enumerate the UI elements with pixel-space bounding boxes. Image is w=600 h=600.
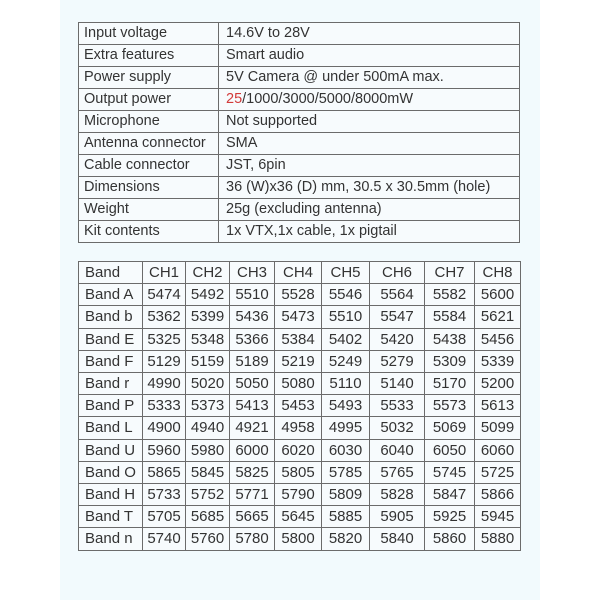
spec-row-kit-contents: [79, 221, 520, 243]
frequency-cell-ch6: 6040: [370, 439, 425, 461]
spec-value: SMA: [219, 133, 520, 155]
band-name-cell: Band A: [79, 284, 143, 306]
frequency-cell-ch3: 5780: [230, 528, 275, 550]
power-values-rest: /1000/3000/5000/8000mW: [242, 91, 414, 107]
spec-label: Power supply: [79, 67, 219, 89]
frequency-cell-ch7: 5309: [425, 350, 475, 372]
frequency-cell-ch5: 5546: [322, 284, 370, 306]
spec-value: 14.6V to 28V: [219, 23, 520, 45]
frequency-cell-ch3: 6000: [230, 439, 275, 461]
frequency-cell-ch8: 5456: [475, 328, 521, 350]
spec-row-power-supply: [79, 67, 520, 89]
spec-row-cable-connector: [79, 155, 520, 177]
frequency-cell-ch7: 5573: [425, 395, 475, 417]
frequency-cell-ch8: 5945: [475, 506, 521, 528]
frequency-cell-ch1: 5325: [143, 328, 186, 350]
frequency-cell-ch5: 4995: [322, 417, 370, 439]
frequency-cell-ch5: 5885: [322, 506, 370, 528]
frequency-cell-ch6: 5140: [370, 373, 425, 395]
frequency-cell-ch4: 5790: [275, 484, 322, 506]
frequency-cell-ch5: 5493: [322, 395, 370, 417]
spec-label: Kit contents: [79, 221, 219, 243]
spec-label: Dimensions: [79, 177, 219, 199]
frequency-cell-ch7: 5582: [425, 284, 475, 306]
header-band: Band: [79, 262, 143, 284]
frequency-cell-ch6: 5547: [370, 306, 425, 328]
band-name-cell: Band P: [79, 395, 143, 417]
band-row: [79, 439, 521, 461]
frequency-cell-ch6: 5032: [370, 417, 425, 439]
spec-label: Cable connector: [79, 155, 219, 177]
frequency-cell-ch7: 5925: [425, 506, 475, 528]
frequency-cell-ch7: 5069: [425, 417, 475, 439]
frequency-cell-ch4: 5453: [275, 395, 322, 417]
band-name-cell: Band E: [79, 328, 143, 350]
band-name-cell: Band b: [79, 306, 143, 328]
band-row: [79, 350, 521, 372]
frequency-cell-ch4: 6020: [275, 439, 322, 461]
band-name-cell: Band U: [79, 439, 143, 461]
frequency-cell-ch6: 5279: [370, 350, 425, 372]
frequency-cell-ch2: 5348: [186, 328, 230, 350]
spec-value: 36 (W)x36 (D) mm, 30.5 x 30.5mm (hole): [219, 177, 520, 199]
frequency-cell-ch5: 5249: [322, 350, 370, 372]
band-row: [79, 417, 521, 439]
frequency-cell-ch2: 4940: [186, 417, 230, 439]
frequency-cell-ch5: 5110: [322, 373, 370, 395]
frequency-cell-ch4: 5645: [275, 506, 322, 528]
frequency-cell-ch1: 5705: [143, 506, 186, 528]
frequency-cell-ch1: 5333: [143, 395, 186, 417]
frequency-cell-ch8: 6060: [475, 439, 521, 461]
frequency-cell-ch4: 5080: [275, 373, 322, 395]
frequency-cell-ch7: 5860: [425, 528, 475, 550]
frequency-cell-ch3: 5189: [230, 350, 275, 372]
frequency-cell-ch3: 5771: [230, 484, 275, 506]
frequency-cell-ch3: 5825: [230, 461, 275, 483]
band-name-cell: Band r: [79, 373, 143, 395]
spec-label: Microphone: [79, 111, 219, 133]
frequency-cell-ch3: 5366: [230, 328, 275, 350]
frequency-cell-ch2: 5399: [186, 306, 230, 328]
spec-label: Extra features: [79, 45, 219, 67]
frequency-cell-ch4: 5473: [275, 306, 322, 328]
frequency-cell-ch6: 5765: [370, 461, 425, 483]
frequency-cell-ch7: 5745: [425, 461, 475, 483]
header-ch3: CH3: [230, 262, 275, 284]
frequency-cell-ch4: 4958: [275, 417, 322, 439]
frequency-cell-ch8: 5613: [475, 395, 521, 417]
spec-value: 1x VTX,1x cable, 1x pigtail: [219, 221, 520, 243]
band-table-header-row: [79, 262, 521, 284]
band-name-cell: Band F: [79, 350, 143, 372]
spec-row-antenna-connector: [79, 133, 520, 155]
frequency-cell-ch4: 5800: [275, 528, 322, 550]
band-row: [79, 328, 521, 350]
frequency-cell-ch8: 5339: [475, 350, 521, 372]
frequency-cell-ch8: 5880: [475, 528, 521, 550]
frequency-cell-ch8: 5866: [475, 484, 521, 506]
frequency-cell-ch1: 5740: [143, 528, 186, 550]
spec-row-microphone: [79, 111, 520, 133]
frequency-cell-ch8: 5099: [475, 417, 521, 439]
band-row: [79, 528, 521, 550]
frequency-cell-ch2: 5159: [186, 350, 230, 372]
spec-row-input-voltage: [79, 23, 520, 45]
frequency-cell-ch2: 5020: [186, 373, 230, 395]
frequency-cell-ch4: 5384: [275, 328, 322, 350]
spec-label: Antenna connector: [79, 133, 219, 155]
spec-value: 5V Camera @ under 500mA max.: [219, 67, 520, 89]
frequency-cell-ch5: 5785: [322, 461, 370, 483]
frequency-cell-ch6: 5533: [370, 395, 425, 417]
frequency-cell-ch3: 5050: [230, 373, 275, 395]
band-channel-frequency-table: [78, 261, 521, 551]
frequency-cell-ch1: 5865: [143, 461, 186, 483]
frequency-cell-ch1: 4900: [143, 417, 186, 439]
header-ch1: CH1: [143, 262, 186, 284]
band-row: [79, 284, 521, 306]
frequency-cell-ch7: 5847: [425, 484, 475, 506]
frequency-cell-ch2: 5845: [186, 461, 230, 483]
band-row: [79, 306, 521, 328]
header-ch2: CH2: [186, 262, 230, 284]
frequency-cell-ch7: 5438: [425, 328, 475, 350]
spec-value: 25g (excluding antenna): [219, 199, 520, 221]
spec-row-extra-features: [79, 45, 520, 67]
band-row: [79, 373, 521, 395]
frequency-cell-ch2: 5752: [186, 484, 230, 506]
frequency-cell-ch3: 5510: [230, 284, 275, 306]
spec-row-dimensions: [79, 177, 520, 199]
frequency-cell-ch7: 5170: [425, 373, 475, 395]
spec-value: [219, 89, 520, 111]
frequency-cell-ch5: 5402: [322, 328, 370, 350]
spec-value: Smart audio: [219, 45, 520, 67]
frequency-cell-ch8: 5200: [475, 373, 521, 395]
spec-label: Input voltage: [79, 23, 219, 45]
header-ch4: CH4: [275, 262, 322, 284]
frequency-cell-ch1: 5129: [143, 350, 186, 372]
header-ch5: CH5: [322, 262, 370, 284]
frequency-cell-ch4: 5805: [275, 461, 322, 483]
frequency-cell-ch1: 5474: [143, 284, 186, 306]
frequency-cell-ch5: 5809: [322, 484, 370, 506]
frequency-cell-ch3: 5413: [230, 395, 275, 417]
spec-value: JST, 6pin: [219, 155, 520, 177]
highlighted-power-value: 25: [226, 91, 243, 107]
band-name-cell: Band T: [79, 506, 143, 528]
frequency-cell-ch5: 5510: [322, 306, 370, 328]
frequency-cell-ch4: 5219: [275, 350, 322, 372]
frequency-cell-ch3: 5665: [230, 506, 275, 528]
frequency-cell-ch1: 4990: [143, 373, 186, 395]
spec-value: Not supported: [219, 111, 520, 133]
band-name-cell: Band O: [79, 461, 143, 483]
frequency-cell-ch8: 5600: [475, 284, 521, 306]
frequency-cell-ch1: 5960: [143, 439, 186, 461]
frequency-cell-ch2: 5980: [186, 439, 230, 461]
frequency-cell-ch8: 5725: [475, 461, 521, 483]
spec-label: Weight: [79, 199, 219, 221]
band-row: [79, 395, 521, 417]
frequency-cell-ch6: 5828: [370, 484, 425, 506]
specifications-table: [78, 22, 520, 243]
frequency-cell-ch7: 6050: [425, 439, 475, 461]
band-name-cell: Band L: [79, 417, 143, 439]
frequency-cell-ch1: 5733: [143, 484, 186, 506]
band-row: [79, 484, 521, 506]
header-ch8: CH8: [475, 262, 521, 284]
frequency-cell-ch2: 5492: [186, 284, 230, 306]
band-name-cell: Band n: [79, 528, 143, 550]
frequency-cell-ch8: 5621: [475, 306, 521, 328]
frequency-cell-ch2: 5373: [186, 395, 230, 417]
header-ch7: CH7: [425, 262, 475, 284]
frequency-cell-ch1: 5362: [143, 306, 186, 328]
frequency-cell-ch4: 5528: [275, 284, 322, 306]
frequency-cell-ch7: 5584: [425, 306, 475, 328]
spec-row-weight: [79, 199, 520, 221]
header-ch6: CH6: [370, 262, 425, 284]
frequency-cell-ch3: 4921: [230, 417, 275, 439]
spec-label: Output power: [79, 89, 219, 111]
frequency-cell-ch6: 5420: [370, 328, 425, 350]
spec-row-output-power: [79, 89, 520, 111]
frequency-cell-ch5: 6030: [322, 439, 370, 461]
frequency-cell-ch2: 5685: [186, 506, 230, 528]
band-name-cell: Band H: [79, 484, 143, 506]
frequency-cell-ch2: 5760: [186, 528, 230, 550]
frequency-cell-ch3: 5436: [230, 306, 275, 328]
band-row: [79, 506, 521, 528]
frequency-cell-ch6: 5905: [370, 506, 425, 528]
frequency-cell-ch6: 5840: [370, 528, 425, 550]
frequency-cell-ch6: 5564: [370, 284, 425, 306]
frequency-cell-ch5: 5820: [322, 528, 370, 550]
band-row: [79, 461, 521, 483]
